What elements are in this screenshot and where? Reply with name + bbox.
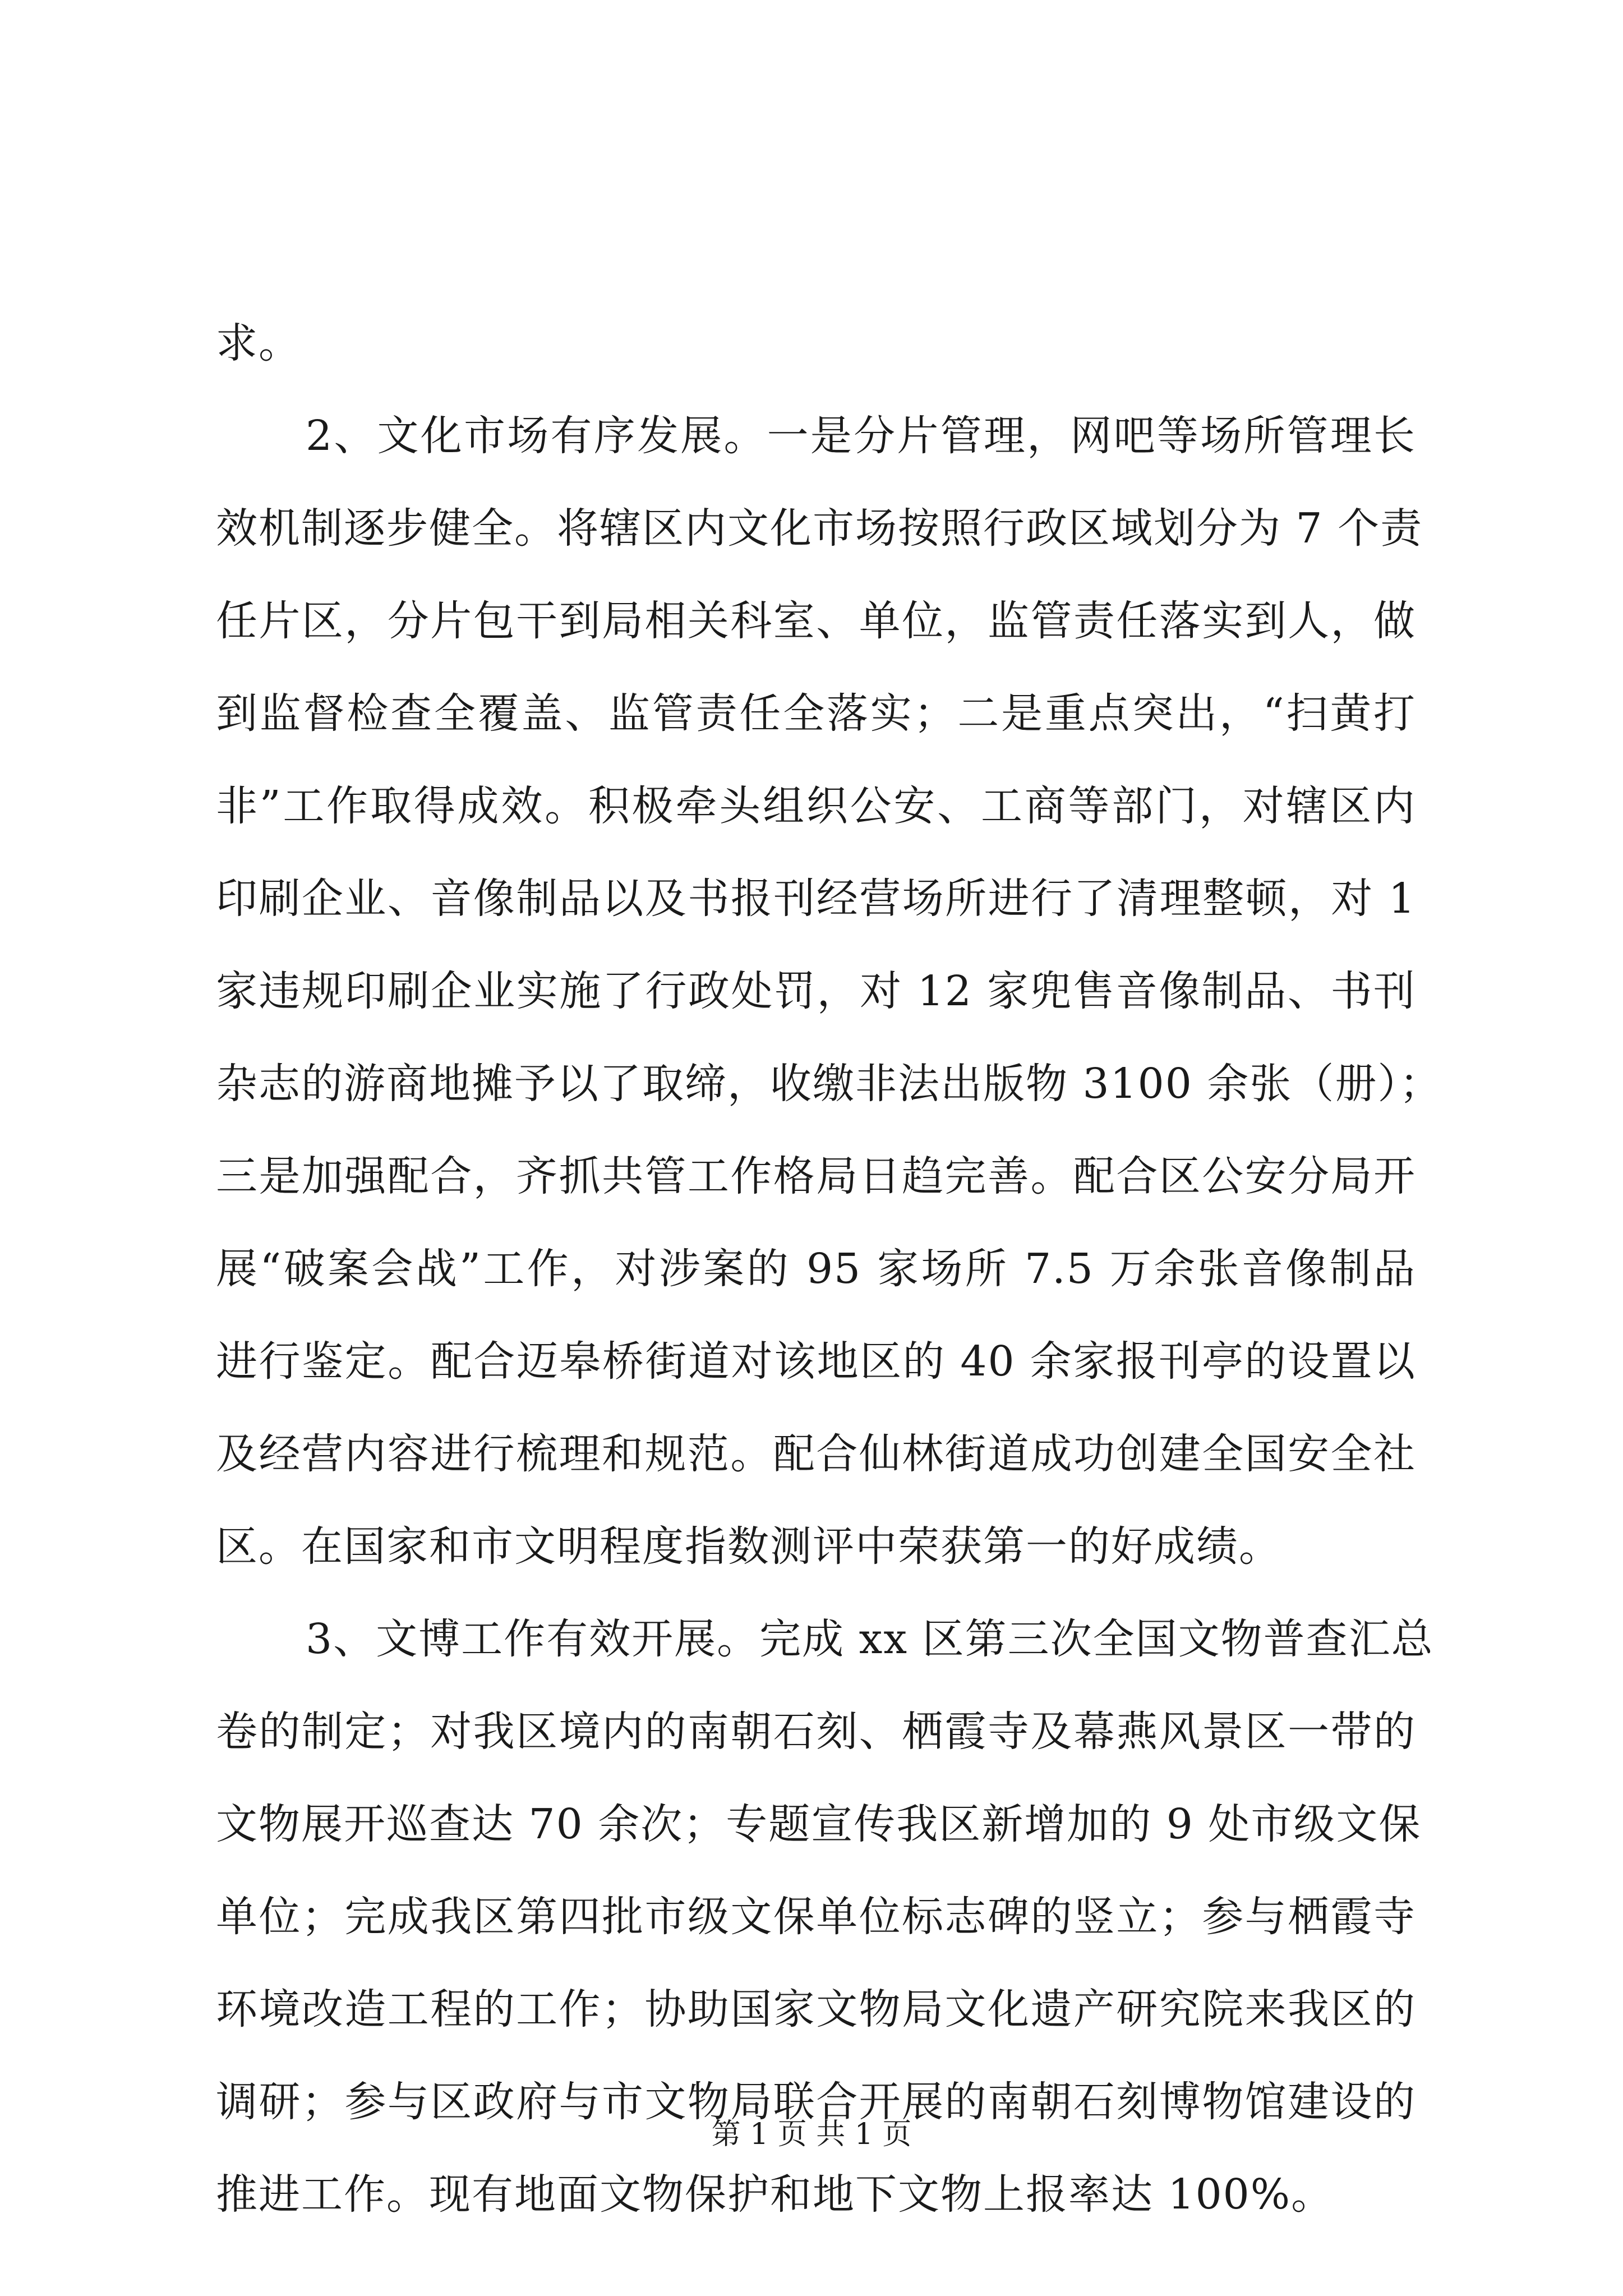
text-line: 三是加强配合，齐抓共管工作格局日趋完善。配合区公安分局开 (216, 1152, 1416, 1200)
text-line: 环境改造工程的工作；协助国家文物局文化遗产研究院来我区的 (216, 1985, 1416, 2033)
paragraph-3-start: 3、文博工作有效开展。完成 xx 区第三次全国文物普查汇总 (306, 1615, 1434, 1663)
body-text (216, 297, 1442, 2241)
text-line: 及经营内容进行梳理和规范。配合仙林街道成功创建全国安全社 (216, 1430, 1416, 1478)
page-footer: 第 1 页 共 1 页 (711, 2118, 912, 2151)
text-line: 文物展开巡查达 70 余次；专题宣传我区新增加的 9 处市级文保 (216, 1800, 1422, 1848)
text-line: 非”工作取得成效。积极牵头组织公安、工商等部门，对辖区内 (216, 782, 1416, 830)
text-line: 推进工作。现有地面文物保护和地下文物上报率达 100%。 (216, 2170, 1334, 2219)
text-line: 任片区，分片包干到局相关科室、单位，监管责任落实到人，做 (216, 597, 1416, 645)
text-line: 单位；完成我区第四批市级文保单位标志碑的竖立；参与栖霞寺 (216, 1893, 1416, 1941)
text-line: 进行鉴定。配合迈皋桥街道对该地区的 40 余家报刊亭的设置以 (216, 1337, 1416, 1386)
text-line: 卷的制定；对我区境内的南朝石刻、栖霞寺及幕燕风景区一带的 (216, 1708, 1416, 1756)
text-line: 求。 (216, 319, 301, 367)
text-line: 调研；参与区政府与市文物局联合开展的南朝石刻博物馆建设的 (216, 2078, 1416, 2126)
text-line: 展“破案会战”工作，对涉案的 95 家场所 7.5 万余张音像制品 (216, 1245, 1416, 1293)
paragraph-2-start: 2、文化市场有序发展。一是分片管理，网吧等场所管理长 (306, 412, 1416, 460)
text-line: 家违规印刷企业实施了行政处罚，对 12 家兜售音像制品、书刊 (216, 967, 1416, 1015)
text-line: 杂志的游商地摊予以了取缔，收缴非法出版物 3100 余张（册）； (216, 1060, 1442, 1108)
text-line: 效机制逐步健全。将辖区内文化市场按照行政区域划分为 7 个责 (216, 504, 1423, 553)
text-line: 区。在国家和市文明程度指数测评中荣获第一的好成绩。 (216, 1522, 1281, 1571)
text-line: 到监督检查全覆盖、监管责任全落实；二是重点突出，“扫黄打 (216, 689, 1416, 738)
text-line: 印刷企业、音像制品以及书报刊经营场所进行了清理整顿，对 1 (216, 875, 1416, 923)
